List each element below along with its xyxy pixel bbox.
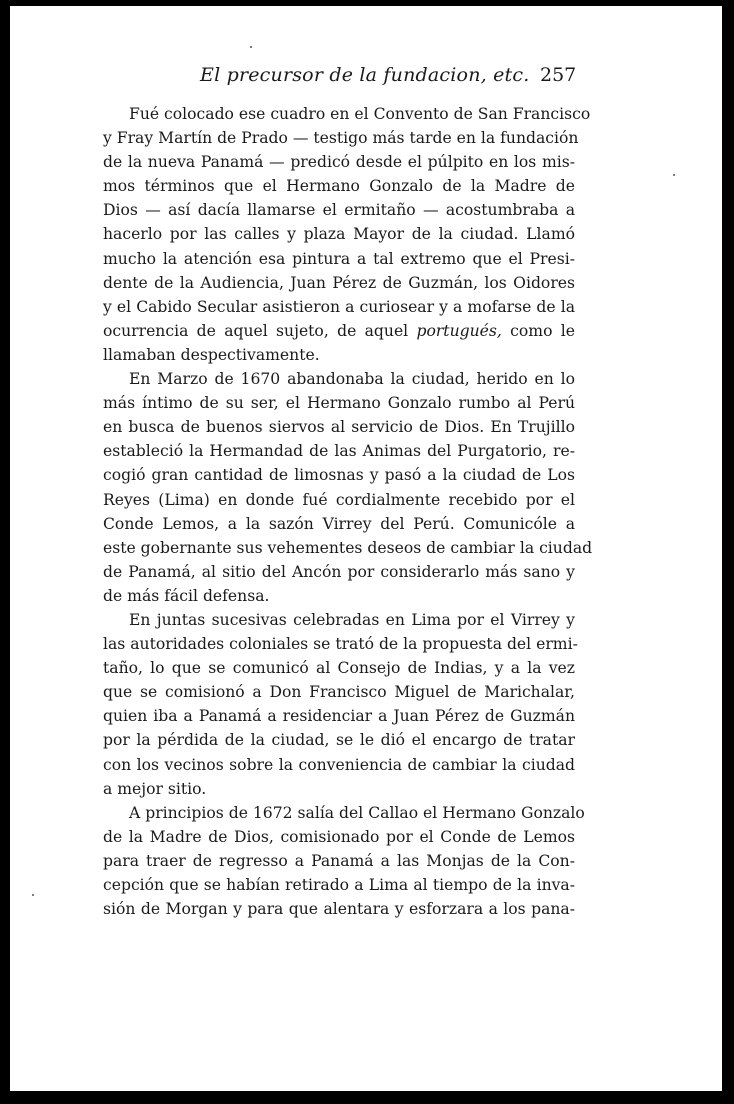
text-line: estableció la Hermandad de las Animas del Purgatorio, re- bbox=[103, 442, 575, 461]
text-line: mucho la atención esa pintura a tal extremo que el Presi- bbox=[103, 249, 575, 268]
text-line: y Fray Martín de Prado — testigo más tarde en la fundación bbox=[103, 129, 579, 148]
running-title: El precursor de la fundacion, etc. bbox=[200, 64, 530, 86]
text-line: de la nueva Panamá — predicó desde el púlpito en los mis- bbox=[103, 153, 575, 172]
text-line: que se comisionó a Don Francisco Miguel de Marichalar, bbox=[103, 683, 575, 702]
page-header bbox=[10, 64, 722, 94]
paragraph-2 bbox=[103, 367, 593, 608]
paper-speck bbox=[673, 174, 675, 176]
text-line: este gobernante sus vehementes deseos de cambiar la ciudad bbox=[103, 538, 593, 557]
text-line: Reyes (Lima) en donde fué cordialmente recebido por el bbox=[103, 490, 575, 509]
text-line: sión de Morgan y para que alentara y esforzara a los pana- bbox=[103, 900, 575, 919]
text-line: En juntas sucesivas celebradas en Lima por el Virrey y bbox=[129, 610, 575, 629]
text-line: mos términos que el Hermano Gonzalo de la Madre de bbox=[103, 177, 575, 196]
text-segment: ocurrencia de aquel sujeto, de aquel bbox=[103, 321, 417, 340]
body-text bbox=[103, 102, 593, 921]
text-line: Conde Lemos, a la sazón Virrey del Perú. Comunicóle a bbox=[103, 514, 575, 533]
text-line: y el Cabido Secular asistieron a curiosear y a mofarse de la bbox=[103, 297, 575, 316]
text-line: de Panamá, al sitio del Ancón por considerarlo más sano y bbox=[103, 562, 575, 581]
text-line: llamaban despectivamente. bbox=[103, 345, 320, 364]
book-page bbox=[10, 6, 722, 1091]
text-line: de más fácil defensa. bbox=[103, 586, 270, 605]
text-line: taño, lo que se comunicó al Consejo de Indias, y a la vez bbox=[103, 659, 575, 678]
paper-speck bbox=[32, 894, 34, 896]
italic-word: portugués, bbox=[416, 321, 502, 340]
text-line: las autoridades coloniales se trató de la propuesta del ermi- bbox=[103, 635, 578, 654]
text-line: por la pérdida de la ciudad, se le dió el encargo de tratar bbox=[103, 731, 575, 750]
text-line: a mejor sitio. bbox=[103, 779, 207, 798]
text-line: En Marzo de 1670 abandonaba la ciudad, herido en lo bbox=[129, 370, 575, 389]
paragraph-3 bbox=[103, 608, 578, 801]
text-line: con los vecinos sobre la conveniencia de cambiar la ciudad bbox=[103, 755, 575, 774]
text-line: de la Madre de Dios, comisionado por el Conde de Lemos bbox=[103, 827, 575, 846]
text-line: cogió gran cantidad de limosnas y pasó a la ciudad de Los bbox=[103, 466, 575, 485]
text-segment: como le bbox=[501, 321, 575, 340]
text-line: para traer de regresso a Panamá a las Monjas de la Con- bbox=[103, 851, 575, 870]
paper-speck bbox=[250, 46, 252, 48]
text-line: Fué colocado ese cuadro en el Convento de San Francisco bbox=[129, 105, 591, 123]
text-line: hacerlo por las calles y plaza Mayor de la ciudad. Llamó bbox=[103, 225, 575, 244]
text-line: cepción que se habían retirado a Lima al tiempo de la inva- bbox=[103, 876, 575, 894]
text-line-with-italic bbox=[103, 319, 575, 343]
text-line: Dios — así dacía llamarse el ermitaño — acostumbraba a bbox=[103, 201, 575, 220]
paragraph-1 bbox=[103, 102, 591, 367]
page-number: 257 bbox=[540, 64, 577, 86]
text-line: más íntimo de su ser, el Hermano Gonzalo rumbo al Perú bbox=[103, 394, 575, 413]
text-line: en busca de buenos siervos al servicio de Dios. En Trujillo bbox=[103, 418, 575, 437]
text-line: dente de la Audiencia, Juan Pérez de Guzmán, los Oidores bbox=[103, 273, 575, 292]
text-line: quien iba a Panamá a residenciar a Juan Pérez de Guzmán bbox=[103, 707, 575, 726]
text-line: A principios de 1672 salía del Callao el Hermano Gonzalo bbox=[129, 803, 585, 822]
paragraph-4 bbox=[103, 801, 585, 921]
